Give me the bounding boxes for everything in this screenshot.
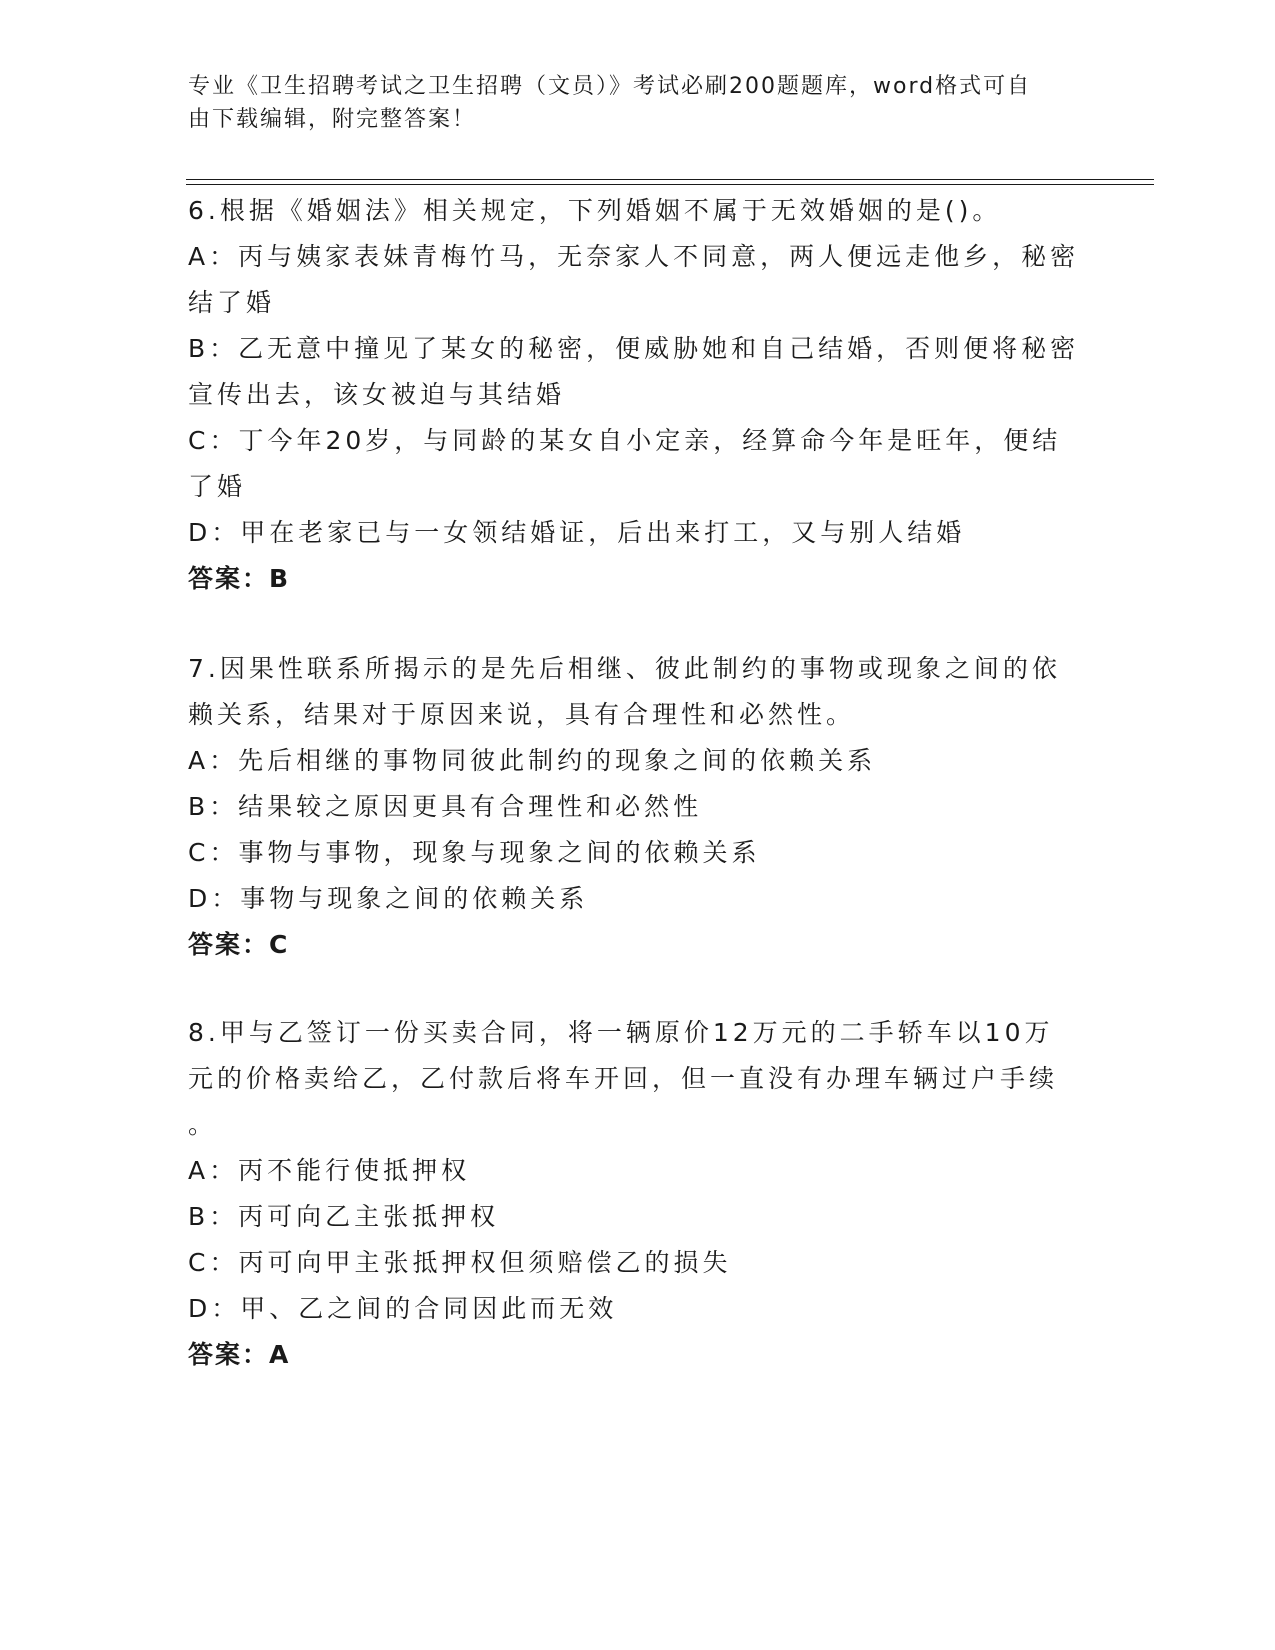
option-d: D：事物与现象之间的依赖关系 <box>188 884 589 913</box>
option-b: B：丙可向乙主张抵押权 <box>188 1202 500 1231</box>
option-a: A：丙不能行使抵押权 <box>188 1156 471 1185</box>
option-c: C：事物与事物，现象与现象之间的依赖关系 <box>188 838 761 867</box>
answer: 答案：A <box>188 1340 291 1369</box>
option-c: C：丙可向甲主张抵押权但须赔偿乙的损失 <box>188 1248 732 1277</box>
option-c-continued: 了婚 <box>188 472 247 501</box>
question-stem-continued: 。 <box>188 1110 218 1139</box>
option-a: A：丙与姨家表妹青梅竹马，无奈家人不同意，两人便远走他乡，秘密 <box>188 242 1080 271</box>
option-d: D：甲在老家已与一女领结婚证，后出来打工，又与别人结婚 <box>188 518 966 547</box>
option-c: C：丁今年20岁，与同龄的某女自小定亲，经算命今年是旺年，便结 <box>188 426 1062 455</box>
question-stem: 6.根据《婚姻法》相关规定，下列婚姻不属于无效婚姻的是()。 <box>188 196 1002 225</box>
question-stem-continued: 赖关系，结果对于原因来说，具有合理性和必然性。 <box>188 700 856 729</box>
header-divider-top <box>186 179 1154 180</box>
question-6 <box>188 188 1088 602</box>
option-b: B：乙无意中撞见了某女的秘密，便威胁她和自己结婚，否则便将秘密 <box>188 334 1080 363</box>
option-b: B：结果较之原因更具有合理性和必然性 <box>188 792 703 821</box>
answer: 答案：B <box>188 564 291 593</box>
option-d: D：甲、乙之间的合同因此而无效 <box>188 1294 618 1323</box>
header-line: 专业《卫生招聘考试之卫生招聘（文员）》考试必刷200题题库，word格式可自 <box>188 74 1032 99</box>
header-line: 由下载编辑，附完整答案！ <box>188 107 477 132</box>
document-header <box>188 70 1088 136</box>
question-8 <box>188 1010 1088 1378</box>
option-a: A：先后相继的事物同彼此制约的现象之间的依赖关系 <box>188 746 877 775</box>
option-b-continued: 宣传出去，该女被迫与其结婚 <box>188 380 566 409</box>
question-7 <box>188 646 1088 968</box>
question-stem: 8.甲与乙签订一份买卖合同，将一辆原价12万元的二手轿车以10万 <box>188 1018 1054 1047</box>
question-stem: 7.因果性联系所揭示的是先后相继、彼此制约的事物或现象之间的依 <box>188 654 1061 683</box>
question-stem-continued: 元的价格卖给乙，乙付款后将车开回，但一直没有办理车辆过户手续 <box>188 1064 1059 1093</box>
header-divider-bottom <box>186 184 1154 185</box>
answer: 答案：C <box>188 930 290 959</box>
option-a-continued: 结了婚 <box>188 288 276 317</box>
